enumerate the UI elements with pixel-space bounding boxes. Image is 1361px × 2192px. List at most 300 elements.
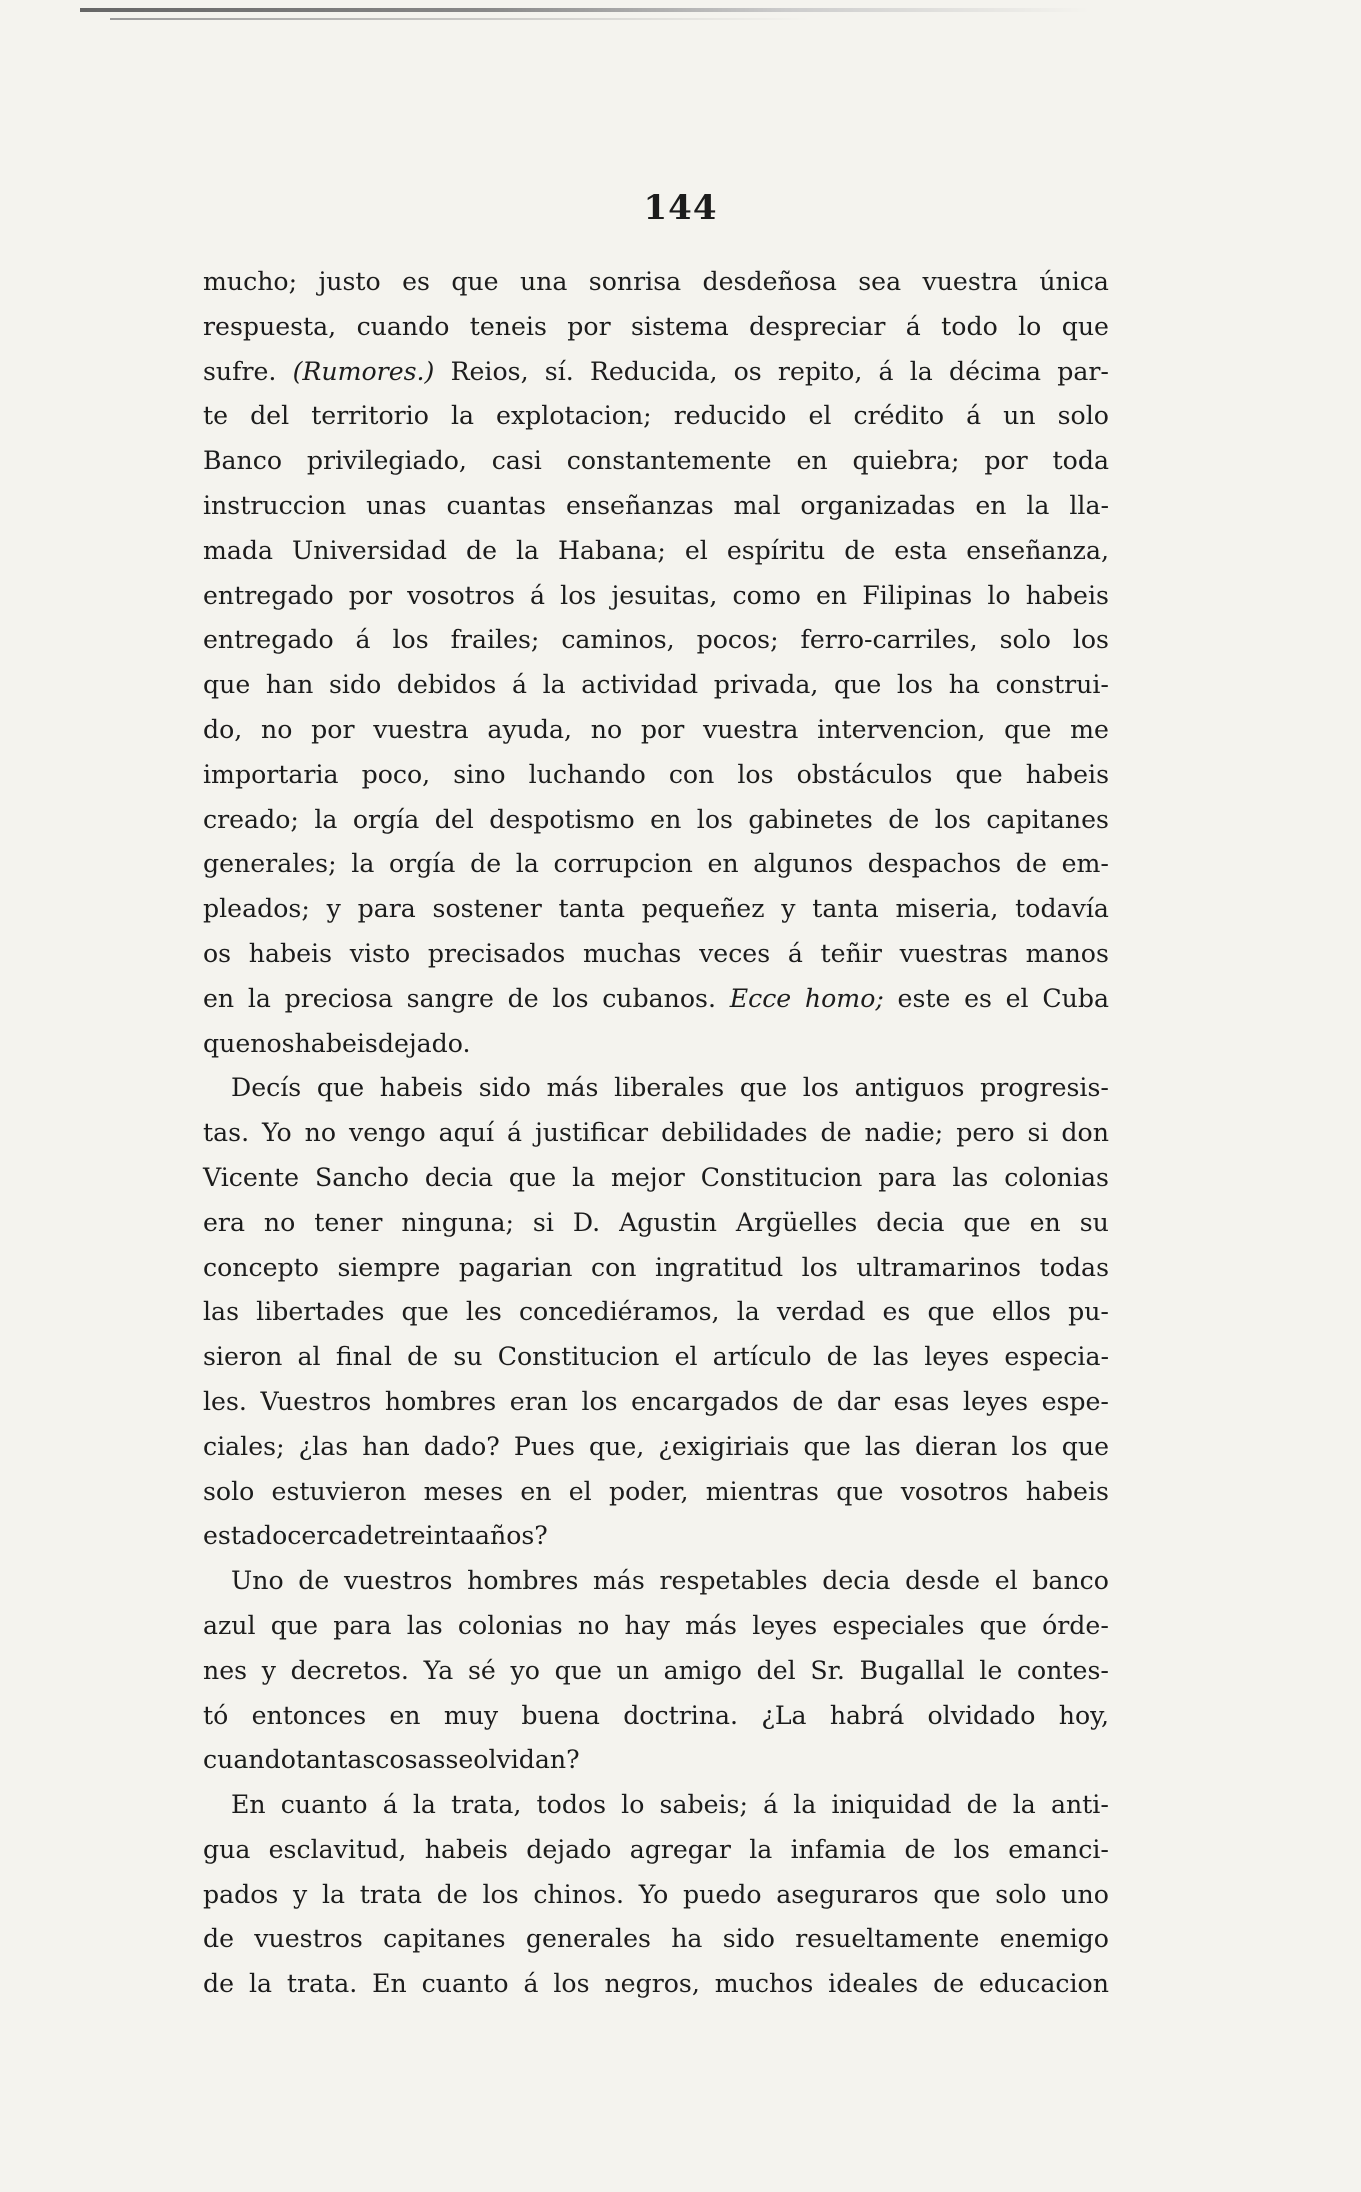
word: veces (699, 938, 771, 968)
word: olvidan? (473, 1745, 580, 1775)
word: Banco (203, 446, 283, 476)
word: cuando (203, 1745, 296, 1775)
word: ha (671, 1924, 703, 1954)
word: unas (366, 490, 427, 520)
word: lo (621, 1790, 645, 1820)
word: que (933, 1879, 981, 1909)
word: que (927, 1297, 975, 1327)
word: encargados (631, 1386, 779, 1416)
word: caminos, (561, 625, 675, 655)
word: tanta (812, 894, 879, 924)
word: que (739, 1073, 788, 1103)
word: Universidad (292, 535, 447, 565)
word: han (265, 670, 314, 700)
word: Reducida, (589, 356, 718, 386)
word: casi (491, 446, 542, 476)
word: por (640, 714, 685, 744)
word: treinta (388, 1521, 475, 1551)
word: todo (941, 311, 998, 341)
word: la (351, 849, 375, 879)
word: Vicente (203, 1162, 300, 1192)
word: enseñanzas (566, 490, 714, 520)
word: pero (956, 1118, 1015, 1148)
word: progresis- (980, 1073, 1109, 1103)
word: sufre. (203, 356, 277, 386)
word: la (450, 401, 475, 431)
word: para (357, 894, 416, 924)
word: Agustin (619, 1207, 717, 1237)
word: vuestra (373, 714, 469, 744)
word: solo (999, 625, 1051, 655)
word: que (554, 1655, 602, 1685)
word: Uno (231, 1566, 284, 1596)
word: de (203, 1969, 235, 1999)
word: eran (509, 1386, 568, 1416)
word: buena (521, 1700, 600, 1730)
word: la (909, 356, 933, 386)
text-line (203, 1917, 1109, 1962)
word: educacion (979, 1969, 1109, 1999)
word: construi- (995, 670, 1109, 700)
word: ingratitud (655, 1252, 784, 1282)
word: para (333, 1610, 392, 1640)
word: concediéramos, (518, 1297, 720, 1327)
word: instruccion (203, 490, 347, 520)
word: cuantas (446, 490, 547, 520)
word: Pues (513, 1431, 575, 1461)
word: actividad (581, 670, 699, 700)
word: verdad (776, 1297, 866, 1327)
word: ¿La (761, 1700, 807, 1730)
word: ferro-carriles, (800, 625, 978, 655)
word: los (802, 1073, 839, 1103)
word: de (407, 1342, 439, 1372)
word: negros, (604, 1969, 700, 1999)
word: privada, (713, 670, 819, 700)
word: hombres (384, 1386, 497, 1416)
word: yo (510, 1655, 540, 1685)
word: me (1070, 714, 1109, 744)
text-line (203, 1111, 1109, 1156)
word: crédito (853, 401, 945, 431)
word: tó (203, 1700, 229, 1730)
word: leyes (752, 1610, 818, 1640)
word: tantas (295, 1745, 376, 1775)
word: se (445, 1745, 474, 1775)
word: todavía (1015, 894, 1109, 924)
word: ciales; (203, 1431, 285, 1461)
word: obstáculos (796, 759, 933, 789)
word: tas. (203, 1118, 250, 1148)
word: orgía (352, 804, 420, 834)
word: habeis (1025, 759, 1109, 789)
word: sido (722, 1924, 775, 1954)
word: la (736, 1297, 760, 1327)
word: que (203, 1028, 251, 1058)
word: las (203, 1297, 239, 1327)
word: de (1015, 849, 1047, 879)
word: de (792, 1386, 824, 1416)
word: mientras (705, 1476, 819, 1506)
word: privilegiado, (306, 446, 467, 476)
word: banco (1032, 1566, 1109, 1596)
word: hombres (467, 1566, 579, 1596)
word: de (357, 1521, 389, 1551)
word: un (616, 1655, 649, 1685)
word: los (934, 804, 971, 834)
word: sistema (630, 311, 729, 341)
word: ninguna; (401, 1207, 514, 1237)
word: trata (359, 1879, 423, 1909)
word: En (372, 1969, 407, 1999)
word: Constitucion (497, 1342, 660, 1372)
word: decia (424, 1162, 494, 1192)
word: que (451, 267, 499, 296)
word: de (470, 849, 502, 879)
word: un (1003, 401, 1036, 431)
word: á (878, 356, 894, 386)
word: que (955, 759, 1003, 789)
word: en (520, 1476, 552, 1506)
word: libertades (256, 1297, 385, 1327)
word: no (263, 1207, 296, 1237)
word: intervencion, (817, 714, 986, 744)
word: miseria, (895, 894, 999, 924)
word: constantemente (566, 446, 772, 476)
word: á (507, 1118, 523, 1148)
text-line (203, 1201, 1109, 1246)
word: mada (203, 535, 274, 565)
word: vuestros (254, 1924, 363, 1954)
word: una (519, 267, 568, 296)
word: los (696, 804, 733, 834)
word: es (964, 983, 992, 1013)
word: esclavitud, (268, 1834, 407, 1864)
word: Reios, (450, 356, 529, 386)
word: Yo (638, 1879, 669, 1909)
word: cerca (287, 1521, 358, 1551)
word: ¿exigiriais (658, 1431, 790, 1461)
word: con (590, 1252, 637, 1282)
word: que (1061, 311, 1109, 341)
word: y (326, 894, 341, 924)
word: pleados; (203, 894, 310, 924)
word: cosas (375, 1745, 446, 1775)
word: el (568, 1476, 592, 1506)
word: trata. (286, 1969, 358, 1999)
word: en (203, 983, 235, 1013)
word: nadie; (864, 1118, 944, 1148)
word: á (511, 670, 527, 700)
word: las (864, 1431, 901, 1461)
word: tener (314, 1207, 383, 1237)
word: todas (1039, 1252, 1109, 1282)
word: los (896, 670, 934, 700)
word: dejado (526, 1834, 612, 1864)
word: colonias (457, 1610, 563, 1640)
word: algunos (753, 849, 854, 879)
word: capitanes (986, 804, 1109, 834)
word: habrá (829, 1700, 905, 1730)
word: generales (525, 1924, 651, 1954)
word: si (532, 1207, 554, 1237)
word: vuestras (899, 938, 1008, 968)
word: espíritu (726, 535, 826, 565)
word: más (546, 1073, 599, 1103)
word: con (668, 759, 715, 789)
text-line (203, 1022, 1109, 1067)
word: los (553, 1969, 590, 1999)
text-line (203, 798, 1109, 843)
word: Filipinas (862, 580, 973, 610)
word: en (815, 580, 848, 610)
word: estuvieron (271, 1476, 407, 1506)
word: las (872, 1342, 909, 1372)
word: Decís (231, 1073, 302, 1103)
word: no (304, 1118, 337, 1148)
word: final (335, 1342, 392, 1372)
word: habeis (424, 1834, 508, 1864)
word: las (952, 1162, 989, 1192)
word: debilidades (661, 1118, 808, 1148)
text-line (203, 574, 1109, 619)
word: teneis (469, 311, 547, 341)
word: sonrisa (588, 267, 682, 296)
text-line (203, 932, 1109, 977)
word: enemigo (999, 1924, 1109, 1954)
word: de (203, 1924, 235, 1954)
word: los (482, 1879, 519, 1909)
text-line (203, 439, 1109, 484)
word: que (401, 1297, 449, 1327)
word: como (732, 580, 801, 610)
text-line (203, 1246, 1109, 1291)
word: los (392, 625, 429, 655)
word: corrupcion (553, 849, 693, 879)
word: infamia (790, 1834, 887, 1864)
word: agregar (629, 1834, 731, 1864)
word: entregado (203, 580, 334, 610)
word: poder, (608, 1476, 689, 1506)
word: en (707, 849, 739, 879)
word: única (1039, 267, 1109, 296)
text-line (203, 1380, 1109, 1425)
word: resueltamente (795, 1924, 980, 1954)
text-line (203, 305, 1109, 350)
word: concepto (203, 1252, 319, 1282)
word: vuestros (343, 1566, 453, 1596)
word: meses (423, 1476, 504, 1506)
word: á (523, 1969, 539, 1999)
word: por (311, 714, 355, 744)
word: luchando (528, 759, 646, 789)
word: desdeñosa (702, 267, 837, 296)
word: decia (876, 1207, 945, 1237)
word: los (953, 1834, 990, 1864)
scan-edge-rule-secondary (110, 18, 810, 20)
text-line (203, 1335, 1109, 1380)
word: capitanes (383, 1924, 506, 1954)
word: por (348, 580, 393, 610)
word: habeis (379, 1073, 464, 1103)
word: hay (624, 1610, 670, 1640)
word: de (844, 535, 876, 565)
word: si (1027, 1118, 1049, 1148)
word: sieron (203, 1342, 283, 1372)
word: que (979, 1610, 1027, 1640)
word: los (1072, 625, 1109, 655)
word: Cuba (1042, 983, 1109, 1013)
word: de (904, 1834, 936, 1864)
word: les. (203, 1386, 247, 1416)
text-line (203, 977, 1109, 1022)
word: del (756, 1655, 796, 1685)
word: y (261, 1655, 276, 1685)
word: á (763, 1790, 779, 1820)
word: muchos (714, 1969, 814, 1999)
word: quiebra; (852, 446, 960, 476)
word: del (250, 401, 290, 431)
word: iniquidad (831, 1790, 952, 1820)
word: que (836, 1476, 884, 1506)
word: sostener (432, 894, 542, 924)
word: amigo (663, 1655, 742, 1685)
word: gabinetes (748, 804, 873, 834)
word: organizadas (800, 490, 956, 520)
word: los (581, 1386, 618, 1416)
word: que (270, 1610, 319, 1640)
text-line (203, 842, 1109, 887)
word: Sancho (314, 1162, 409, 1192)
word: órde- (1042, 1610, 1109, 1640)
word: sé (468, 1655, 496, 1685)
word: preciosa (284, 983, 393, 1013)
word: respetables (659, 1566, 808, 1596)
word: D. (572, 1207, 601, 1237)
scan-edge-rule (80, 8, 1090, 12)
text-line (203, 1828, 1109, 1873)
word: explotacion; (496, 401, 652, 431)
word: en (389, 1700, 421, 1730)
word: gua (203, 1834, 251, 1864)
word: la (248, 1969, 273, 1999)
word: colonias (1004, 1162, 1109, 1192)
word: en (975, 490, 1007, 520)
word: habeis (1025, 580, 1109, 610)
word: par- (1057, 356, 1109, 386)
word: ayuda, (487, 714, 573, 744)
word: Bugallal (859, 1655, 965, 1685)
word: pu- (1068, 1297, 1109, 1327)
text-line (203, 1604, 1109, 1649)
word: les (465, 1297, 502, 1327)
word: especiales (832, 1610, 965, 1640)
word: lla- (1069, 490, 1109, 520)
word: sido (478, 1073, 531, 1103)
word: de (888, 804, 920, 834)
word: su (1079, 1207, 1109, 1237)
word: mejor (611, 1162, 685, 1192)
word: á (905, 311, 921, 341)
word: de (933, 1969, 965, 1999)
word: manos (1025, 938, 1109, 968)
word: en (1029, 1207, 1061, 1237)
word: en (796, 446, 828, 476)
word: el (994, 1566, 1018, 1596)
word: vosotros (900, 1476, 1009, 1506)
word: debidos (396, 670, 497, 700)
word: do, (203, 714, 243, 744)
word: cuanto (421, 1969, 509, 1999)
text-line (203, 260, 1109, 305)
word: aquí (438, 1118, 495, 1148)
word: enseñanza, (966, 535, 1109, 565)
word: dar (836, 1386, 881, 1416)
word: vuestra (922, 267, 1018, 296)
word: Yo (262, 1118, 292, 1148)
text-line (203, 1290, 1109, 1335)
word: trata, (451, 1790, 522, 1820)
word: Sr. (810, 1655, 845, 1685)
word: cuando (356, 311, 450, 341)
word: mucho; (203, 267, 298, 296)
word: le (979, 1655, 1003, 1685)
word: azul (203, 1610, 256, 1640)
word: cuanto (280, 1790, 368, 1820)
word: os (733, 356, 762, 386)
word: decretos. (290, 1655, 409, 1685)
word: solo (1057, 401, 1109, 431)
word: las (406, 1610, 443, 1640)
word: es (402, 267, 430, 296)
word: por (567, 311, 611, 341)
word: respuesta, (203, 311, 337, 341)
word: todos (536, 1790, 607, 1820)
word: lo (1018, 311, 1042, 341)
word: que (203, 670, 251, 700)
word: Ya (423, 1655, 454, 1685)
word: poco, (361, 759, 431, 789)
word: justificar (535, 1118, 649, 1148)
word: solo (203, 1476, 255, 1506)
word: décima (948, 356, 1042, 386)
word: vosotros (407, 580, 515, 610)
word: la (542, 670, 566, 700)
word: más (685, 1610, 737, 1640)
word: vengo (348, 1118, 426, 1148)
word: de (966, 1790, 998, 1820)
word: á (966, 401, 982, 431)
word: puedo (683, 1879, 762, 1909)
word: Constitucion (700, 1162, 863, 1192)
word: os (203, 938, 232, 968)
word: olvidado (927, 1700, 1036, 1730)
word: la (793, 1790, 817, 1820)
word: sido (328, 670, 382, 700)
word: ha (948, 670, 980, 700)
word: por (984, 446, 1028, 476)
word: especia- (1004, 1342, 1109, 1372)
word: Argüelles (735, 1207, 858, 1237)
word: antiguos (854, 1073, 965, 1103)
word: que (834, 670, 882, 700)
word: más (593, 1566, 645, 1596)
word: siempre (337, 1252, 441, 1282)
word: de (465, 535, 497, 565)
word: despachos (867, 849, 1002, 879)
word: reducido (673, 401, 787, 431)
text-line (203, 484, 1109, 529)
